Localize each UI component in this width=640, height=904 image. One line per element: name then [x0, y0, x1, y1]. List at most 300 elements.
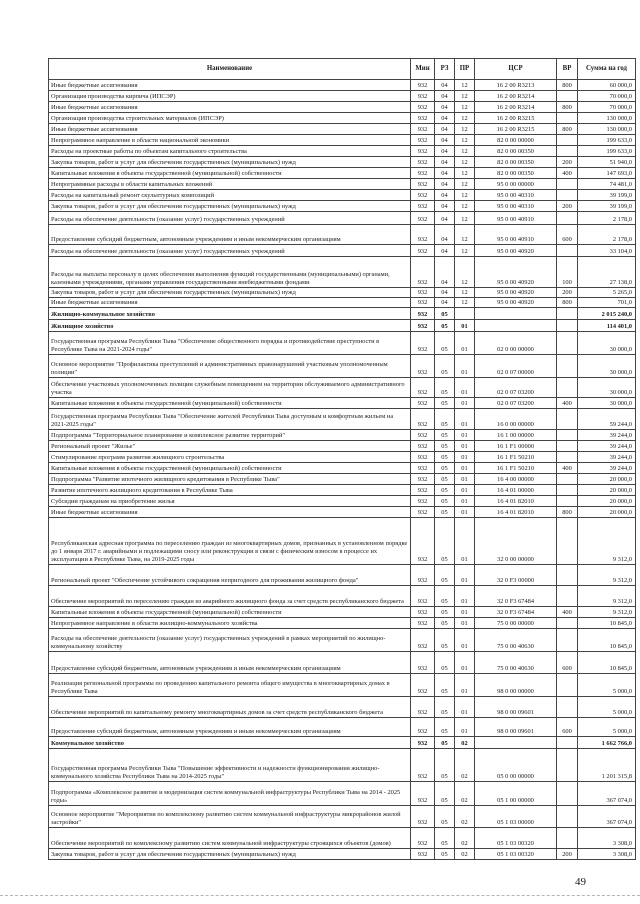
- table-row: [49, 782, 636, 806]
- row-vr: [557, 409, 578, 430]
- row-min: 932: [411, 607, 435, 618]
- row-rz: 05: [435, 718, 455, 737]
- row-sum: 20 000,0: [578, 485, 636, 496]
- row-sum: 5 000,0: [578, 697, 636, 718]
- row-rz: 04: [435, 257, 455, 288]
- row-rz: 04: [435, 201, 455, 212]
- row-pr: 01: [455, 507, 475, 518]
- row-csr: 32 0 F3 67484: [475, 586, 557, 607]
- row-sum: 27 138,0: [578, 257, 636, 288]
- row-name: Организация производства кирпича (ИПСЭР): [49, 91, 411, 102]
- row-csr: 02 0 07 00000: [475, 355, 557, 378]
- row-name: Основное мероприятие "Мероприятия по комплексному развитию систем коммунальной инфраструктуры микрорайонов жилой застройки": [49, 806, 411, 828]
- row-rz: 05: [435, 586, 455, 607]
- row-vr: 200: [557, 288, 578, 298]
- row-rz: 05: [435, 618, 455, 629]
- row-pr: 01: [455, 652, 475, 674]
- header-name: Наименование: [49, 59, 411, 80]
- row-pr: 12: [455, 288, 475, 298]
- row-csr: 32 0 F3 67484: [475, 607, 557, 618]
- row-rz: 05: [435, 485, 455, 496]
- row-sum: 20 000,0: [578, 474, 636, 485]
- row-pr: 02: [455, 749, 475, 782]
- table-row: [49, 212, 636, 225]
- row-pr: 01: [455, 697, 475, 718]
- table-row: [49, 355, 636, 378]
- row-csr: 16 4 01 82010: [475, 507, 557, 518]
- row-name: Региональный проект "Обеспечение устойчивого сокращения непригодного для проживания жилищного фонда": [49, 565, 411, 586]
- row-min: 932: [411, 179, 435, 190]
- row-rz: 05: [435, 518, 455, 565]
- row-csr: 02 0 07 03200: [475, 378, 557, 398]
- row-name: Закупка товаров, работ и услуг для обеспечения государственных (муниципальных) нужд: [49, 288, 411, 298]
- row-min: 932: [411, 298, 435, 308]
- row-rz: 05: [435, 496, 455, 507]
- row-name: Расходы на обеспечение деятельности (оказание услуг) государственных учреждений: [49, 212, 411, 225]
- row-sum: 60 000,0: [578, 80, 636, 91]
- row-vr: [557, 806, 578, 828]
- row-min: 932: [411, 718, 435, 737]
- row-rz: 04: [435, 91, 455, 102]
- row-csr: 82 0 00 00350: [475, 168, 557, 179]
- row-rz: 05: [435, 607, 455, 618]
- row-vr: [557, 212, 578, 225]
- row-pr: 01: [455, 586, 475, 607]
- row-pr: 12: [455, 146, 475, 157]
- row-vr: [557, 91, 578, 102]
- row-min: 932: [411, 430, 435, 441]
- row-sum: 9 312,0: [578, 518, 636, 565]
- row-vr: [557, 113, 578, 124]
- row-sum: 1 662 766,0: [578, 737, 636, 749]
- table-row: [49, 190, 636, 201]
- row-name: Обеспечение мероприятий по переселению граждан из аварийного жилищного фонда за счет средств республиканского бюджета: [49, 586, 411, 607]
- row-min: 932: [411, 652, 435, 674]
- row-name: Расходы на обеспечение деятельности (оказание услуг) государственных учреждений в рамках мероприятий по жилищно-коммунальному хозяйству: [49, 629, 411, 652]
- row-csr: 98 0 00 09601: [475, 718, 557, 737]
- row-sum: 33 104,0: [578, 245, 636, 257]
- table-row: [49, 697, 636, 718]
- row-vr: [557, 320, 578, 332]
- row-csr: 95 0 00 00000: [475, 179, 557, 190]
- table-row: [49, 629, 636, 652]
- row-csr: 05 1 00 00000: [475, 782, 557, 806]
- row-csr: 16 1 00 00000: [475, 430, 557, 441]
- row-min: 932: [411, 190, 435, 201]
- row-vr: 600: [557, 718, 578, 737]
- row-name: Жилищное хозяйство: [49, 320, 411, 332]
- table-row: [49, 332, 636, 355]
- table-body: [49, 80, 636, 860]
- row-name: Иные бюджетные ассигнования: [49, 124, 411, 135]
- row-sum: 9 312,0: [578, 607, 636, 618]
- table-row: [49, 652, 636, 674]
- row-csr: 05 1 03 00320: [475, 828, 557, 849]
- row-min: 932: [411, 586, 435, 607]
- row-min: 932: [411, 452, 435, 463]
- row-vr: [557, 452, 578, 463]
- row-min: 932: [411, 124, 435, 135]
- table-row: [49, 507, 636, 518]
- row-sum: 39 244,0: [578, 452, 636, 463]
- row-min: 932: [411, 102, 435, 113]
- row-name: Жилищно-коммунальное хозяйство: [49, 308, 411, 320]
- row-rz: 04: [435, 168, 455, 179]
- row-name: Непрограммные расходы в области капитальных вложений: [49, 179, 411, 190]
- row-sum: 30 000,0: [578, 332, 636, 355]
- row-rz: 05: [435, 474, 455, 485]
- row-min: 932: [411, 485, 435, 496]
- row-vr: [557, 441, 578, 452]
- row-min: 932: [411, 146, 435, 157]
- row-rz: 04: [435, 135, 455, 146]
- row-rz: 04: [435, 212, 455, 225]
- row-pr: 01: [455, 474, 475, 485]
- row-name: Иные бюджетные ассигнования: [49, 298, 411, 308]
- row-sum: 199 633,0: [578, 146, 636, 157]
- row-rz: 04: [435, 146, 455, 157]
- row-csr: 95 0 00 40910: [475, 212, 557, 225]
- row-vr: 800: [557, 102, 578, 113]
- row-csr: 95 0 00 40920: [475, 298, 557, 308]
- row-csr: 16 4 01 00000: [475, 485, 557, 496]
- row-sum: 2 178,0: [578, 212, 636, 225]
- table-row: [49, 718, 636, 737]
- row-sum: 367 074,0: [578, 806, 636, 828]
- row-name: Капитальные вложения в объекты государственной (муниципальной) собственности: [49, 168, 411, 179]
- row-vr: [557, 737, 578, 749]
- row-csr: 95 0 00 40310: [475, 190, 557, 201]
- row-csr: 82 0 00 00350: [475, 157, 557, 168]
- row-rz: 04: [435, 245, 455, 257]
- budget-table: [48, 58, 636, 860]
- row-csr: 02 0 00 00000: [475, 332, 557, 355]
- table-row: [49, 430, 636, 441]
- row-min: 932: [411, 245, 435, 257]
- row-name: Коммунальное хозяйство: [49, 737, 411, 749]
- table-row: [49, 806, 636, 828]
- row-name: Подпрограмма "Территориальное планирование и комплексное развитие территорий": [49, 430, 411, 441]
- table-row: [49, 485, 636, 496]
- row-sum: 39 244,0: [578, 463, 636, 474]
- row-name: Закупка товаров, работ и услуг для обеспечения государственных (муниципальных) нужд: [49, 201, 411, 212]
- row-pr: 12: [455, 190, 475, 201]
- header-vr: ВР: [557, 59, 578, 80]
- row-sum: 5 000,0: [578, 674, 636, 697]
- table-row: [49, 320, 636, 332]
- row-name: Расходы на выплаты персоналу в целях обеспечения выполнения функций государственными (муниципальными) органами, казенными учреждениями, органами управления государственными внебюджетными фондами: [49, 257, 411, 288]
- row-sum: 30 000,0: [578, 378, 636, 398]
- row-min: 932: [411, 320, 435, 332]
- row-pr: 12: [455, 91, 475, 102]
- row-pr: 01: [455, 355, 475, 378]
- row-pr: 01: [455, 463, 475, 474]
- row-min: 932: [411, 355, 435, 378]
- row-sum: 59 244,0: [578, 409, 636, 430]
- row-sum: 70 000,0: [578, 91, 636, 102]
- row-pr: 01: [455, 332, 475, 355]
- row-name: Расходы на капитальный ремонт скульптурных композиций: [49, 190, 411, 201]
- row-rz: 04: [435, 80, 455, 91]
- row-min: 932: [411, 212, 435, 225]
- row-csr: 82 0 00 00350: [475, 146, 557, 157]
- row-sum: 3 308,0: [578, 849, 636, 860]
- table-row: [49, 378, 636, 398]
- table-row: [49, 518, 636, 565]
- row-sum: 20 000,0: [578, 507, 636, 518]
- row-csr: [475, 308, 557, 320]
- row-rz: 04: [435, 102, 455, 113]
- row-csr: 16 4 00 00000: [475, 474, 557, 485]
- row-csr: 32 0 F3 00000: [475, 565, 557, 586]
- row-csr: 16 2 00 R3214: [475, 91, 557, 102]
- row-sum: 5 265,0: [578, 288, 636, 298]
- budget-sheet: [48, 58, 635, 860]
- header-pr: ПР: [455, 59, 475, 80]
- row-pr: 12: [455, 102, 475, 113]
- header-csr: ЦСР: [475, 59, 557, 80]
- table-row: [49, 463, 636, 474]
- row-pr: 01: [455, 441, 475, 452]
- row-csr: [475, 320, 557, 332]
- row-vr: [557, 308, 578, 320]
- row-csr: 75 0 00 40630: [475, 652, 557, 674]
- row-pr: 01: [455, 607, 475, 618]
- row-min: 932: [411, 201, 435, 212]
- row-rz: 05: [435, 378, 455, 398]
- row-name: Предоставление субсидий бюджетным, автономным учреждениям и иным некоммерческим организациям: [49, 652, 411, 674]
- row-pr: 12: [455, 245, 475, 257]
- row-vr: [557, 332, 578, 355]
- table-row: [49, 452, 636, 463]
- table-row: [49, 257, 636, 288]
- row-vr: [557, 697, 578, 718]
- row-pr: 12: [455, 80, 475, 91]
- row-name: Закупка товаров, работ и услуг для обеспечения государственных (муниципальных) нужд: [49, 157, 411, 168]
- row-sum: 39 244,0: [578, 430, 636, 441]
- row-csr: 16 2 00 R3215: [475, 124, 557, 135]
- table-row: [49, 146, 636, 157]
- row-vr: 800: [557, 124, 578, 135]
- table-row: [49, 201, 636, 212]
- table-header-row: [49, 59, 636, 80]
- row-rz: 05: [435, 565, 455, 586]
- row-vr: [557, 179, 578, 190]
- row-min: 932: [411, 518, 435, 565]
- table-row: [49, 737, 636, 749]
- row-sum: 5 000,0: [578, 718, 636, 737]
- row-min: 932: [411, 113, 435, 124]
- row-pr: 12: [455, 225, 475, 245]
- row-pr: 01: [455, 496, 475, 507]
- row-csr: 98 0 00 00000: [475, 674, 557, 697]
- row-min: 932: [411, 288, 435, 298]
- row-name: Предоставление субсидий бюджетным, автономным учреждениям и иным некоммерческим организациям: [49, 718, 411, 737]
- row-rz: 05: [435, 507, 455, 518]
- row-rz: 05: [435, 749, 455, 782]
- row-rz: 05: [435, 782, 455, 806]
- row-name: Обеспечение мероприятий по капитальному ремонту многоквартирных домов за счет средств республиканского бюджета: [49, 697, 411, 718]
- row-pr: 01: [455, 618, 475, 629]
- row-min: 932: [411, 257, 435, 288]
- row-pr: 01: [455, 674, 475, 697]
- row-name: Субсидии гражданам на приобретение жилья: [49, 496, 411, 507]
- row-sum: 147 693,0: [578, 168, 636, 179]
- table-row: [49, 409, 636, 430]
- row-min: 932: [411, 168, 435, 179]
- table-row: [49, 849, 636, 860]
- row-min: 932: [411, 80, 435, 91]
- row-pr: 12: [455, 113, 475, 124]
- row-name: Капитальные вложения в объекты государственной (муниципальной) собственности: [49, 398, 411, 409]
- table-row: [49, 749, 636, 782]
- table-row: [49, 298, 636, 308]
- row-pr: 01: [455, 398, 475, 409]
- table-row: [49, 607, 636, 618]
- row-pr: 01: [455, 320, 475, 332]
- table-row: [49, 441, 636, 452]
- row-min: 932: [411, 697, 435, 718]
- row-name: Региональный проект "Жилье": [49, 441, 411, 452]
- table-row: [49, 168, 636, 179]
- row-vr: [557, 474, 578, 485]
- row-vr: [557, 565, 578, 586]
- row-pr: 01: [455, 378, 475, 398]
- row-pr: 12: [455, 157, 475, 168]
- row-name: Непрограммное направление в области национальной экономики: [49, 135, 411, 146]
- row-vr: [557, 674, 578, 697]
- table-row: [49, 179, 636, 190]
- row-sum: 199 633,0: [578, 135, 636, 146]
- row-vr: 800: [557, 298, 578, 308]
- table-row: [49, 288, 636, 298]
- row-vr: 100: [557, 257, 578, 288]
- row-vr: [557, 245, 578, 257]
- row-sum: 74 481,0: [578, 179, 636, 190]
- row-rz: 05: [435, 849, 455, 860]
- row-rz: 05: [435, 737, 455, 749]
- table-row: [49, 124, 636, 135]
- row-sum: 30 000,0: [578, 398, 636, 409]
- row-sum: 70 000,0: [578, 102, 636, 113]
- row-csr: 75 0 00 40630: [475, 629, 557, 652]
- row-vr: [557, 586, 578, 607]
- row-csr: 32 0 00 00000: [475, 518, 557, 565]
- row-min: 932: [411, 849, 435, 860]
- row-vr: [557, 485, 578, 496]
- row-name: Иные бюджетные ассигнования: [49, 102, 411, 113]
- row-rz: 04: [435, 124, 455, 135]
- row-vr: [557, 146, 578, 157]
- row-vr: 400: [557, 607, 578, 618]
- row-rz: 04: [435, 190, 455, 201]
- row-vr: [557, 749, 578, 782]
- row-pr: 12: [455, 168, 475, 179]
- row-pr: 01: [455, 485, 475, 496]
- row-min: 932: [411, 157, 435, 168]
- row-rz: 05: [435, 463, 455, 474]
- row-pr: 01: [455, 430, 475, 441]
- row-min: 932: [411, 496, 435, 507]
- row-pr: 01: [455, 409, 475, 430]
- row-min: 932: [411, 463, 435, 474]
- row-vr: 600: [557, 225, 578, 245]
- row-min: 932: [411, 674, 435, 697]
- row-csr: 82 0 00 00000: [475, 135, 557, 146]
- row-vr: [557, 496, 578, 507]
- row-vr: 200: [557, 201, 578, 212]
- row-min: 932: [411, 806, 435, 828]
- row-sum: 1 201 315,8: [578, 749, 636, 782]
- row-name: Государственная программа Республики Тыва "Повышение эффективности и надежности функционирования жилищно-коммунального хозяйства Республики Тыва на 2014-2025 годы": [49, 749, 411, 782]
- row-rz: 04: [435, 179, 455, 190]
- row-name: Государственная программа Республики Тыва "Обеспечение общественного порядка и противодействие преступности в Республике Тыва на 2021-2024 годы": [49, 332, 411, 355]
- table-row: [49, 245, 636, 257]
- row-csr: [475, 737, 557, 749]
- row-sum: 30 000,0: [578, 355, 636, 378]
- header-min: Мин: [411, 59, 435, 80]
- row-csr: 05 1 03 00320: [475, 849, 557, 860]
- row-min: 932: [411, 409, 435, 430]
- row-name: Непрограммное направление в области жилищно-коммунального хозяйства: [49, 618, 411, 629]
- row-pr: 02: [455, 737, 475, 749]
- row-name: Подпрограмма «Комплексное развитие и модернизация систем коммунальной инфраструктуры Республики Тыва на 2014 - 2025 годы»: [49, 782, 411, 806]
- row-rz: 05: [435, 629, 455, 652]
- row-csr: 95 0 00 40910: [475, 225, 557, 245]
- row-min: 932: [411, 565, 435, 586]
- row-vr: 400: [557, 398, 578, 409]
- row-rz: 05: [435, 674, 455, 697]
- row-min: 932: [411, 507, 435, 518]
- row-pr: 02: [455, 782, 475, 806]
- row-sum: 367 074,0: [578, 782, 636, 806]
- row-csr: 16 4 01 82010: [475, 496, 557, 507]
- row-name: Обеспечение участковых уполномоченных полиции служебным помещением на территории обслуживаемого административного участка: [49, 378, 411, 398]
- row-vr: 200: [557, 849, 578, 860]
- row-pr: 01: [455, 452, 475, 463]
- row-sum: 2 178,0: [578, 225, 636, 245]
- row-min: 932: [411, 332, 435, 355]
- table-row: [49, 398, 636, 409]
- row-vr: 800: [557, 80, 578, 91]
- row-rz: 05: [435, 652, 455, 674]
- row-sum: 10 845,0: [578, 629, 636, 652]
- row-rz: 05: [435, 320, 455, 332]
- row-name: Иные бюджетные ассигнования: [49, 507, 411, 518]
- row-name: Обеспечение мероприятий по комплексному развитию систем коммунальной инфраструктуры строящихся объектов (домов): [49, 828, 411, 849]
- row-vr: 800: [557, 507, 578, 518]
- row-min: 932: [411, 378, 435, 398]
- row-csr: 95 0 00 40920: [475, 257, 557, 288]
- table-row: [49, 135, 636, 146]
- row-name: Капитальные вложения в объекты государственной (муниципальной) собственности: [49, 463, 411, 474]
- row-rz: 04: [435, 225, 455, 245]
- table-row: [49, 113, 636, 124]
- row-min: 932: [411, 308, 435, 320]
- row-min: 932: [411, 737, 435, 749]
- row-min: 932: [411, 749, 435, 782]
- row-sum: 9 312,0: [578, 565, 636, 586]
- row-csr: 16 2 00 R3213: [475, 80, 557, 91]
- row-rz: 05: [435, 355, 455, 378]
- table-row: [49, 565, 636, 586]
- row-sum: 130 000,0: [578, 113, 636, 124]
- row-vr: [557, 190, 578, 201]
- row-csr: 95 0 00 40310: [475, 201, 557, 212]
- row-csr: 16 2 00 R3215: [475, 113, 557, 124]
- row-sum: 10 845,0: [578, 618, 636, 629]
- row-vr: 400: [557, 463, 578, 474]
